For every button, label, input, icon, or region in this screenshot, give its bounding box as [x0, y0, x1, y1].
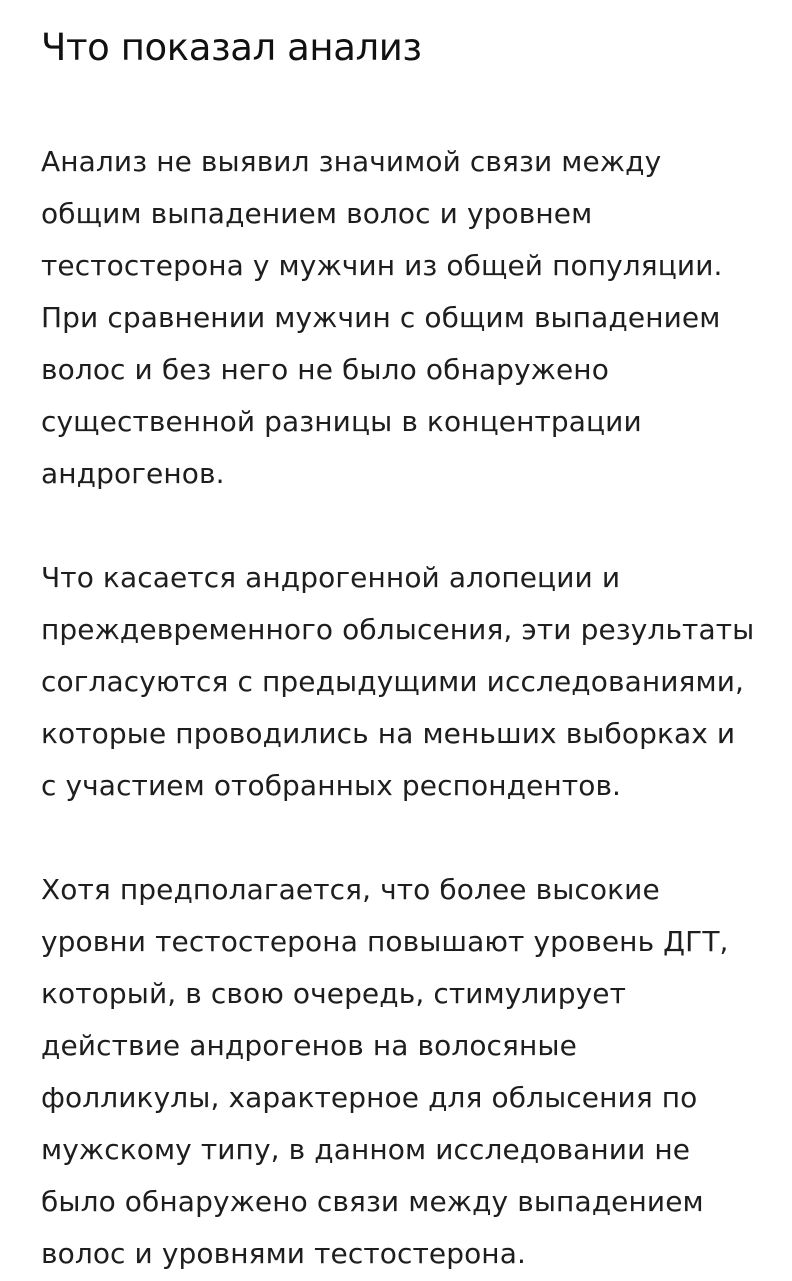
- paragraph-line: который, в свою очередь, стимулирует: [41, 977, 626, 1010]
- paragraph-line: уровни тестостерона повышают уровень ДГТ,: [41, 925, 729, 958]
- paragraph-line: волос и уровнями тестостерона.: [41, 1237, 526, 1270]
- paragraph-line: мужскому типу, в данном исследовании не: [41, 1133, 691, 1166]
- paragraph-line: тестостерона у мужчин из общей популяции.: [41, 249, 723, 282]
- article: [41, 22, 786, 1280]
- paragraph-line: которые проводились на меньших выборках и: [41, 717, 736, 750]
- paragraph-line: было обнаружено связи между выпадением: [41, 1185, 704, 1218]
- paragraph-line: общим выпадением волос и уровнем: [41, 197, 593, 230]
- paragraph-line: существенной разницы в концентрации: [41, 405, 642, 438]
- paragraph-line: При сравнении мужчин с общим выпадением: [41, 301, 721, 334]
- paragraph-2: [41, 552, 786, 812]
- paragraph-line: Анализ не выявил значимой связи между: [41, 145, 662, 178]
- paragraph-line: преждевременного облысения, эти результаты: [41, 613, 755, 646]
- paragraph-line: действие андрогенов на волосяные: [41, 1029, 577, 1062]
- paragraph-line: фолликулы, характерное для облысения по: [41, 1081, 698, 1114]
- paragraph-line: согласуются с предыдущими исследованиями,: [41, 665, 744, 698]
- paragraph-line: Хотя предполагается, что более высокие: [41, 873, 660, 906]
- paragraph-line: андрогенов.: [41, 457, 225, 490]
- paragraph-line: волос и без него не было обнаружено: [41, 353, 609, 386]
- article-heading: Что показал анализ: [41, 26, 422, 69]
- paragraph-line: с участием отобранных респондентов.: [41, 769, 622, 802]
- paragraph-1: [41, 136, 786, 500]
- paragraph-3: [41, 864, 786, 1280]
- paragraph-line: Что касается андрогенной алопеции и: [41, 561, 621, 594]
